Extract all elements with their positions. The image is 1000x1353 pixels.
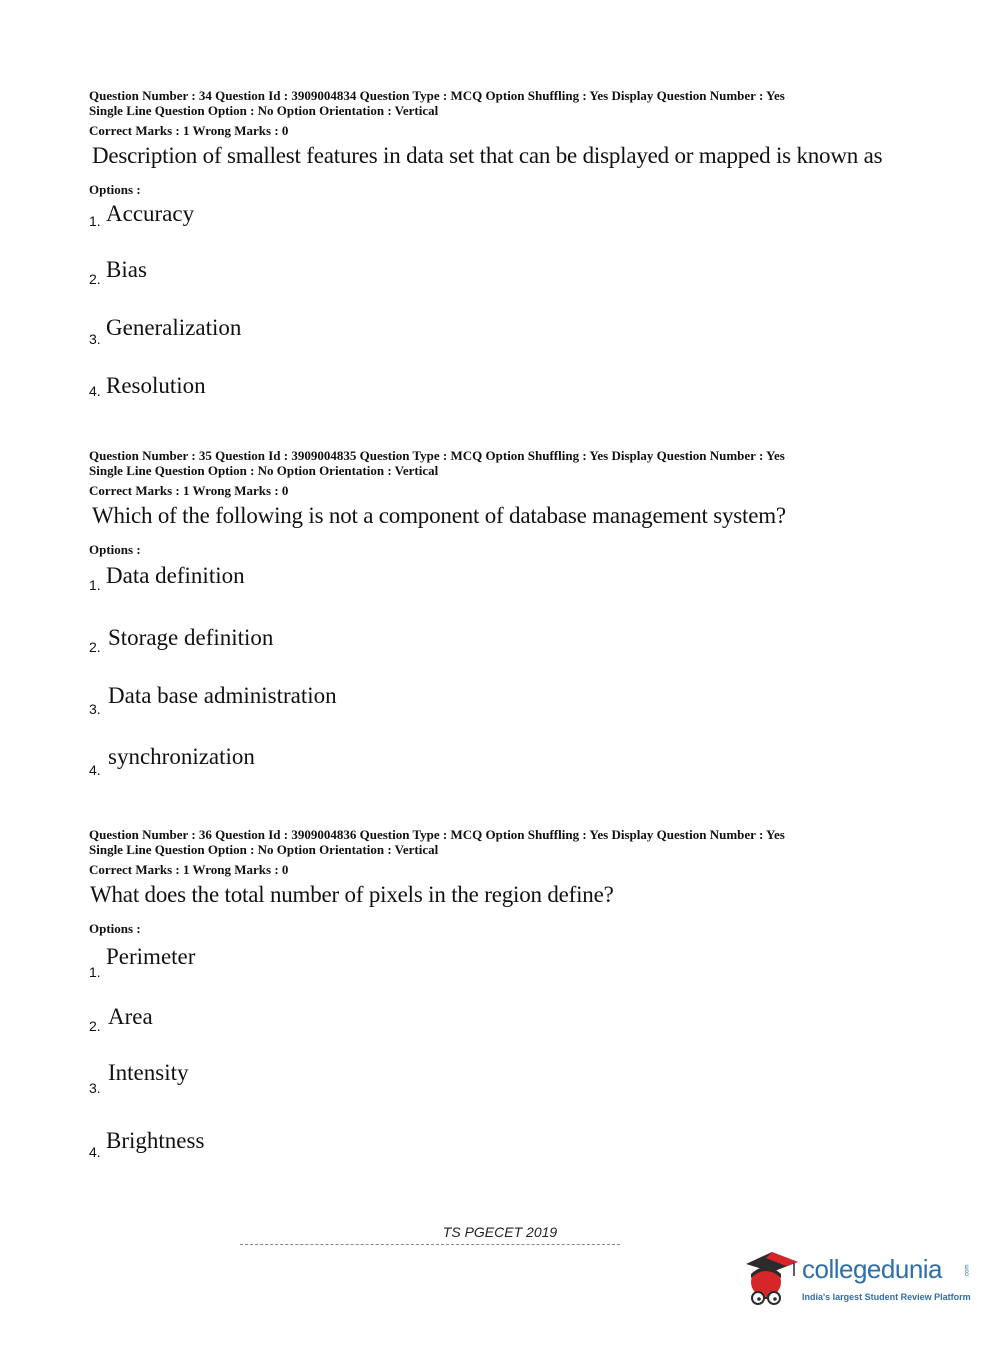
option-number: 3. (89, 331, 101, 347)
question-marks: Correct Marks : 1 Wrong Marks : 0 (89, 123, 289, 138)
brand-name: collegedunia (802, 1254, 943, 1284)
question-marks: Correct Marks : 1 Wrong Marks : 0 (89, 862, 289, 877)
option-number: 2. (89, 639, 101, 655)
question-meta-line2: Single Line Question Option : No Option Orientation : Vertical (89, 841, 439, 857)
option-text: Accuracy (106, 201, 195, 226)
options-label: Options : (89, 182, 141, 197)
option-number: 1. (89, 577, 101, 593)
question-text: What does the total number of pixels in the region define? (90, 882, 614, 907)
option-text: Generalization (106, 315, 242, 340)
option-text: Brightness (106, 1128, 205, 1153)
footer-divider (240, 1244, 620, 1245)
option-number: 2. (89, 1018, 101, 1034)
option-text: Bias (106, 257, 147, 282)
option-number: 4. (89, 762, 101, 778)
options-label: Options : (89, 542, 141, 557)
student-mascot-icon (742, 1248, 800, 1310)
brand-suffix: .com (964, 1264, 971, 1278)
option-text: Intensity (108, 1060, 189, 1085)
option-number: 4. (89, 383, 101, 399)
collegedunia-logo[interactable] (742, 1248, 972, 1310)
question-34 (89, 88, 949, 399)
exam-title: TS PGECET 2019 (442, 1224, 558, 1240)
option-number: 4. (89, 1144, 101, 1160)
question-meta-line1: Question Number : 35 Question Id : 3909004835 Question Type : MCQ Option Shuffling : Yes Display Question Number : Yes (89, 448, 785, 463)
question-meta-line2: Single Line Question Option : No Option Orientation : Vertical (89, 462, 439, 478)
question-text: Which of the following is not a component of database management system? (92, 503, 786, 528)
option-number: 1. (89, 213, 101, 229)
option-text: Data definition (106, 563, 245, 588)
option-text: Storage definition (108, 625, 274, 650)
question-meta-line2: Single Line Question Option : No Option Orientation : Vertical (89, 102, 439, 118)
question-35 (89, 448, 949, 778)
option-text: Area (108, 1004, 153, 1029)
brand-tagline: India's largest Student Review Platform (802, 1292, 971, 1302)
option-text: synchronization (108, 744, 255, 769)
option-number: 2. (89, 271, 101, 287)
question-text: Description of smallest features in data set that can be displayed or mapped is known as (92, 143, 883, 168)
option-text: Perimeter (106, 944, 196, 969)
option-number: 1. (89, 964, 101, 980)
option-text: Resolution (106, 373, 206, 398)
question-meta-line1: Question Number : 36 Question Id : 3909004836 Question Type : MCQ Option Shuffling : Yes Display Question Number : Yes (89, 827, 785, 842)
question-meta-line1: Question Number : 34 Question Id : 3909004834 Question Type : MCQ Option Shuffling : Yes Display Question Number : Yes (89, 88, 785, 103)
question-marks: Correct Marks : 1 Wrong Marks : 0 (89, 483, 289, 498)
question-36 (89, 827, 949, 1160)
option-number: 3. (89, 701, 101, 717)
option-number: 3. (89, 1080, 101, 1096)
options-label: Options : (89, 921, 141, 936)
option-text: Data base administration (108, 683, 337, 708)
